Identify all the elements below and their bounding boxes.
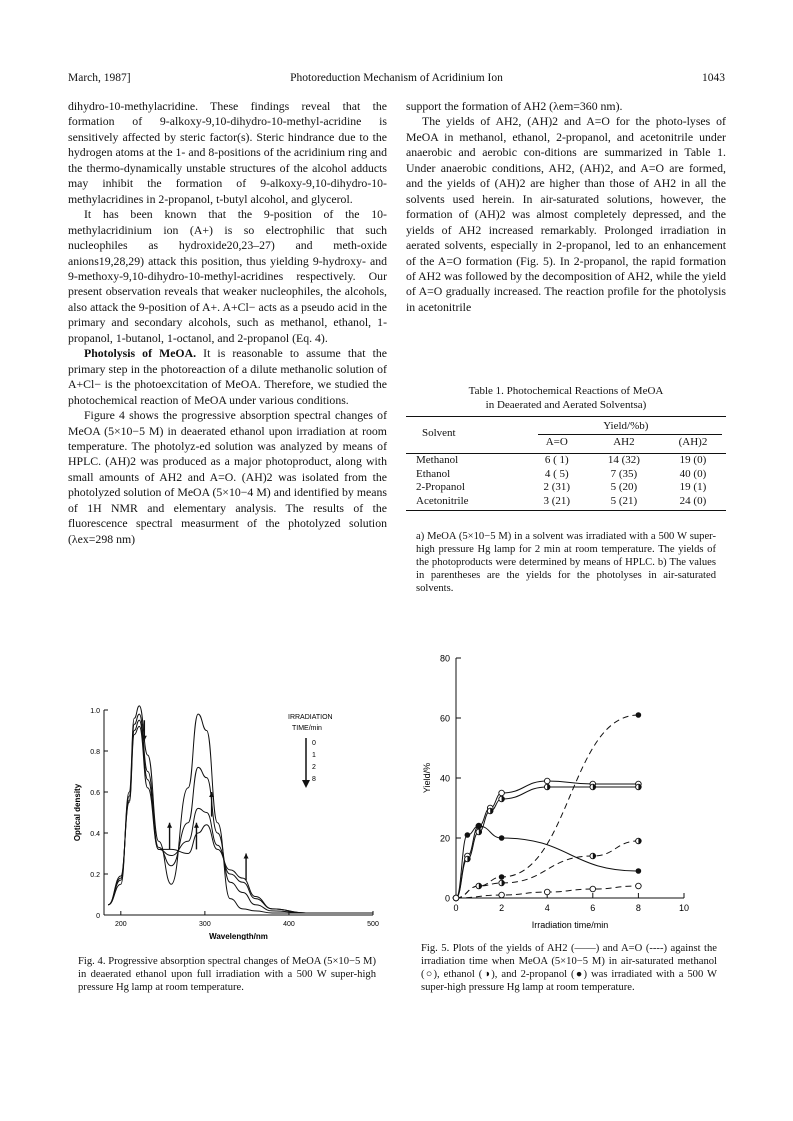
fig4-change-arrowhead bbox=[167, 823, 172, 828]
fig5-point bbox=[465, 832, 471, 838]
running-header-date: March, 1987] bbox=[68, 72, 131, 84]
figure-4-chart bbox=[68, 700, 388, 940]
fig4-y-tick-label: 0.6 bbox=[90, 790, 100, 797]
table-row: Methanol 6 ( 1) 14 (32) 19 (0) bbox=[416, 454, 707, 467]
fig4-x-tick-label: 200 bbox=[114, 921, 127, 928]
paragraph: It has been known that the 9-position of the 10-methylacridinium ion (A+) is so electrophilic that such nucleophiles as hydroxide20,23–27) and meth-oxide anions19,28,29) attack this position, thus yielding 9-hydroxy- and 9-methoxy-9,10-dihydro-10-methyl-acridines respectively. Our present observation reveals that weaker nucleophiles, the alcohols, also attack the 9-position of A+. A+Cl− acts as a pseudo acid in the primary and secondary alcohols, such as methanol, ethanol, 1-propanol, 1-butanol, 1-octanol, and 2-propanol (Eq. 4). bbox=[68, 207, 387, 345]
fig4-change-arrowhead bbox=[244, 854, 249, 859]
fig4-legend-time: 8 bbox=[312, 776, 316, 783]
fig4-plot-area bbox=[73, 706, 379, 940]
fig5-series-line bbox=[456, 787, 638, 898]
fig5-y-axis-label: Yield/% bbox=[422, 762, 432, 794]
paragraph: support the formation of AH2 (λem=360 nm). bbox=[406, 99, 623, 113]
fig4-legend-subtitle: TIME/min bbox=[292, 725, 322, 732]
table-title-line: in Deaerated and Aerated Solventsa) bbox=[485, 399, 647, 411]
fig5-y-tick-label: 40 bbox=[439, 773, 450, 784]
fig4-change-arrowhead bbox=[194, 823, 199, 828]
paragraph: The yields of AH2, (AH)2 and A=O for the photo-lyses of MeOA in methanol, ethanol, 2-propanol, and acetonitrile under anaerobic and aerobic con-ditions are summarized in Table 1. Under anaerobic conditions, AH2, (AH)2, and A=O are formed, and the yields of (AH)2 are higher than those of AH2 in all the solvents used herein. In air-saturated solutions, however, the formation of (AH)2 was almost completely depressed, and the yields of AH2 increased remarkably. Prolonged irradiation in aerated solvents, especially in 2-propanol, led to an enhancement of the A=O formation (Fig. 5). In 2-propanol, the rapid formation of AH2 was followed by the decomposition of AH2, while the yield of A=O gradually increased. The reaction profile for the photolysis in acetonitrile bbox=[406, 114, 726, 314]
fig5-point bbox=[499, 874, 505, 880]
fig4-legend-title: IRRADIATION bbox=[288, 714, 333, 721]
paragraph: Figure 4 shows the progressive absorption spectral changes of MeOA (5×10−5 M) in deaerated ethanol upon irradiation at room temperature. The photolyz-ed solution was analyzed by means of HPLC. (AH)2 was produced as a major photoproduct, along with small amounts of AH2 and A=O. (AH)2 was isolated from the photolyzed solution of MeOA (5×10−4 M) and identified by means of 1H NMR and elementary analysis. The results of the fluorescence spectral measurment of the photolyzed solution (λex=298 nm) bbox=[68, 408, 387, 546]
table-row: Ethanol 4 ( 5) 7 (35) 40 (0) bbox=[416, 467, 707, 480]
fig5-point bbox=[476, 823, 482, 829]
table-header-a-o: A=O bbox=[545, 435, 568, 448]
fig5-point bbox=[636, 883, 642, 889]
fig5-y-tick-label: 60 bbox=[439, 713, 450, 724]
right-column bbox=[406, 99, 726, 315]
fig5-series-line bbox=[456, 826, 638, 898]
figure-5-caption: Fig. 5. Plots of the yields of AH2 (——) and A=O (----) against the irradiation time when MeOA (5×10−5 M) in air-saturated methanol (○), ethanol (◑), and 2-propanol (●) was irradiated with a 500 W super-high pressure Hg lamp at room temperature. bbox=[421, 943, 717, 993]
fig4-y-axis-label: Optical density bbox=[73, 783, 82, 842]
fig4-legend-time: 2 bbox=[312, 764, 316, 771]
table-header-solvent: Solvent bbox=[422, 426, 456, 439]
figure-4-caption: Fig. 4. Progressive absorption spectral changes of MeOA (5×10−5 M) in deaerated ethanol upon full irradiation with a 500 W super-high pressure Hg lamp at room temperature. bbox=[78, 956, 376, 993]
fig5-point bbox=[636, 712, 642, 718]
table-1 bbox=[406, 416, 726, 511]
table-row: 2-Propanol 2 (31) 5 (20) 19 (1) bbox=[416, 481, 707, 494]
fig4-series-line bbox=[108, 726, 373, 913]
fig5-x-tick-label: 0 bbox=[453, 903, 459, 913]
fig5-point bbox=[499, 790, 505, 796]
table-header-ah2: AH2 bbox=[613, 435, 635, 448]
fig4-y-tick-label: 0.4 bbox=[90, 831, 100, 838]
fig5-x-tick-label: 2 bbox=[499, 903, 505, 913]
left-column bbox=[68, 99, 387, 547]
table-title-line: Table 1. Photochemical Reactions of MeOA bbox=[468, 385, 664, 397]
figure-5-chart bbox=[408, 648, 728, 938]
fig4-y-tick-label: 0 bbox=[96, 913, 100, 920]
paragraph: dihydro-10-methylacridine. These findings reveal that the formation of 9-alkoxy-9,10-dihydro-10-methyl-acridine is sensitively affected by steric factor(s). Steric hindrance due to the hydrogen atoms at the 1- and 8-positions of the acridinium ring and the thermo-dynamically unstable structures of the alcohol adducts may inhibit the formation of 9-alkoxy-9,10-dihydro-10-methylacridines in 2-propanol, t-butyl alcohol, and glycerol. bbox=[68, 99, 387, 206]
table-header-yield: Yield/%b) bbox=[526, 417, 726, 435]
fig5-point bbox=[636, 868, 642, 874]
fig4-legend bbox=[288, 714, 333, 788]
fig4-legend-time: 0 bbox=[312, 740, 316, 747]
fig4-x-tick-label: 500 bbox=[367, 921, 379, 928]
fig4-legend-arrowhead bbox=[302, 780, 310, 788]
fig5-y-tick-label: 80 bbox=[439, 653, 450, 664]
fig5-y-tick-label: 0 bbox=[444, 893, 450, 904]
fig4-x-tick-label: 300 bbox=[199, 921, 211, 928]
fig5-point bbox=[590, 886, 596, 892]
table-header-ah-dimer: (AH)2 bbox=[678, 435, 708, 448]
fig5-point bbox=[453, 895, 459, 901]
table-row: Acetonitrile 3 (21) 5 (21) 24 (0) bbox=[416, 494, 707, 507]
fig5-series-line bbox=[456, 781, 638, 898]
fig4-y-tick-label: 0.8 bbox=[90, 749, 100, 756]
table-title bbox=[406, 384, 726, 412]
fig4-series-line bbox=[108, 720, 373, 913]
fig5-point bbox=[544, 778, 550, 784]
fig4-series-line bbox=[108, 714, 373, 913]
table-footnote: a) MeOA (5×10−5 M) in a solvent was irradiated with a 500 W super-high pressure Hg lamp for 2 min at room temperature. The yields of the photoproducts were determined by means of HPLC. b) The values in parentheses are the yields for the photolyses in air-saturated solvents. bbox=[416, 531, 716, 595]
fig5-x-tick-label: 6 bbox=[590, 903, 596, 913]
paragraph bbox=[68, 346, 387, 408]
fig4-y-tick-label: 0.2 bbox=[90, 872, 100, 879]
fig4-legend-time: 1 bbox=[312, 752, 316, 759]
fig5-y-tick-label: 20 bbox=[439, 833, 450, 844]
fig5-point bbox=[499, 835, 505, 841]
fig5-x-axis-label: Irradiation time/min bbox=[531, 920, 609, 930]
page-number: 1043 bbox=[702, 72, 725, 84]
fig4-y-tick-label: 1.0 bbox=[90, 708, 100, 715]
paragraph-text: It is reasonable to assume that the primary step in the photoreaction of a dilute methanolic solution of A+Cl− is the photoexcitation of MeOA. Therefore, we studied the photochemical reaction of MeOA under various conditions. bbox=[68, 346, 388, 407]
fig5-x-tick-label: 4 bbox=[544, 903, 550, 913]
section-heading: Photolysis of MeOA. bbox=[84, 346, 197, 361]
fig5-x-tick-label: 8 bbox=[635, 903, 641, 913]
fig5-plot-area bbox=[422, 654, 689, 931]
fig4-x-axis-label: Wavelength/nm bbox=[209, 932, 268, 940]
fig5-series-line bbox=[456, 715, 638, 898]
fig4-x-tick-label: 400 bbox=[283, 921, 295, 928]
running-header-title: Photoreduction Mechanism of Acridinium Ion bbox=[290, 72, 503, 84]
fig5-point bbox=[544, 889, 550, 895]
fig5-x-tick-label: 10 bbox=[678, 903, 690, 913]
fig5-point bbox=[499, 892, 505, 898]
